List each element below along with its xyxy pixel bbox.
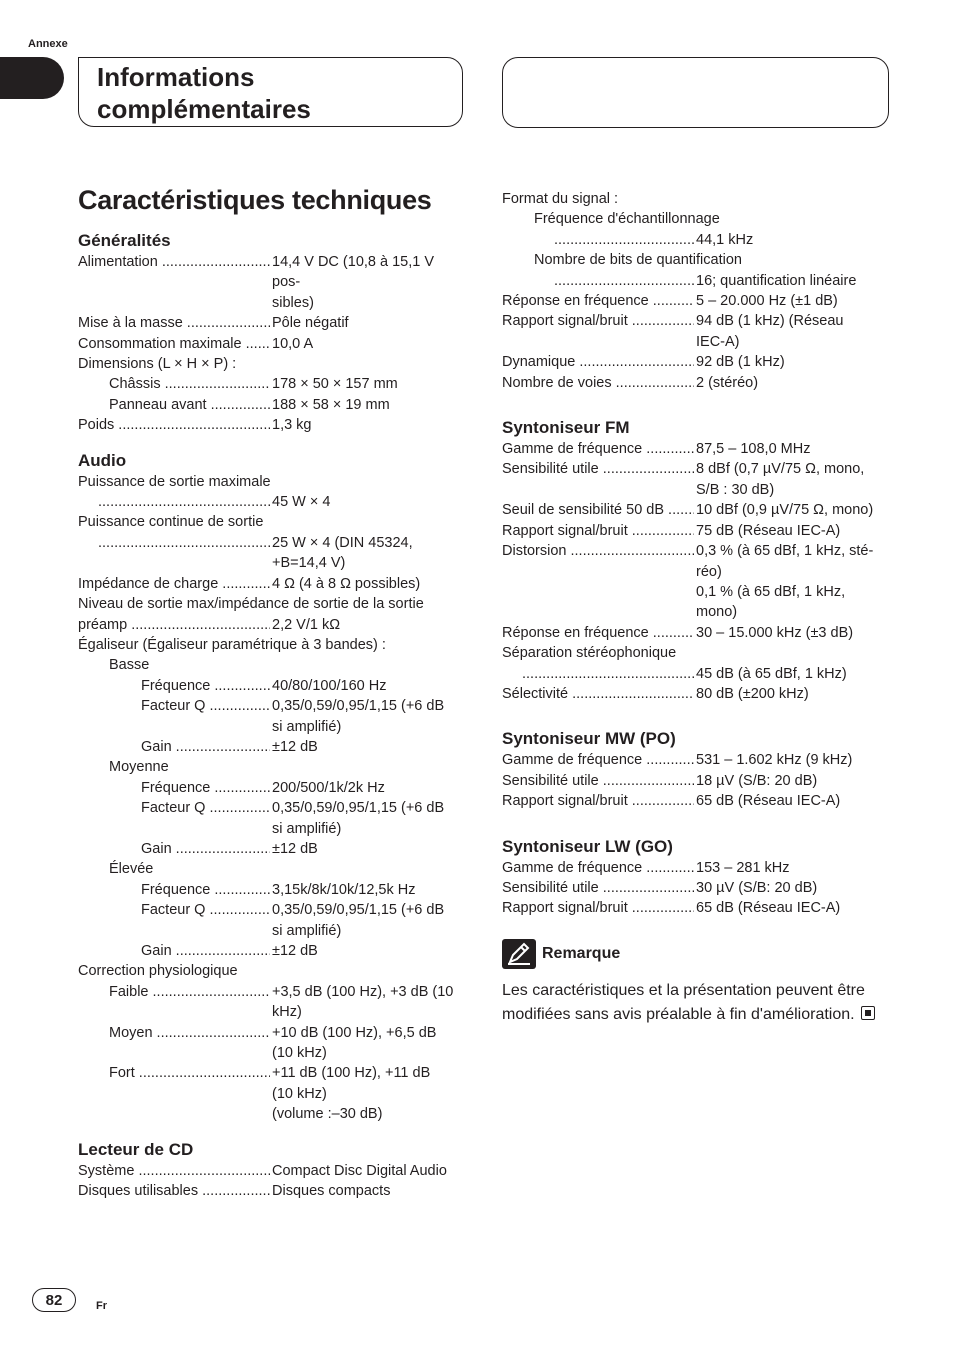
spec-row: si amplifié) — [272, 718, 342, 735]
spec-row: Consommation maximale ..... 10,0 A — [78, 334, 466, 354]
spec-row: Seuil de sensibilité 50 dB ..... 10 dBf (0,9 µV/75 Ω, mono) — [502, 500, 882, 520]
spec-line: Correction physiologique — [78, 963, 238, 980]
spec-line: Puissance de sortie maximale — [78, 473, 271, 490]
spec-line: Niveau de sortie max/impédance de sortie de la sortie — [78, 596, 424, 613]
spec-row: Sensibilité utile ..... 18 µV (S/B: 20 dB) — [502, 771, 882, 791]
spec-line: Basse — [109, 657, 150, 674]
spec-line: Format du signal : — [502, 191, 619, 207]
spec-row: Moyen ..... +10 dB (100 Hz), +6,5 dB — [78, 1023, 466, 1043]
spec-line: Moyenne — [109, 759, 169, 776]
spec-row: IEC-A) — [696, 333, 740, 350]
spec-row: Réponse en fréquence ..... 5 – 20.000 Hz (±1 dB) — [502, 291, 882, 311]
lw-heading: Syntoniseur LW (GO) — [502, 836, 673, 856]
spec-row: Gain ..... ±12 dB — [78, 839, 466, 859]
spec-row: ..... 45 W × 4 — [78, 492, 466, 512]
spec-row: Gamme de fréquence ..... 531 – 1.602 kHz (9 kHz) — [502, 750, 882, 770]
spec-row: Fréquence ..... 3,15k/8k/10k/12,5k Hz — [78, 880, 466, 900]
spec-row: si amplifié) — [272, 820, 342, 837]
spec-row: Disques utilisables ..... Disques compacts — [78, 1181, 466, 1201]
spec-row: kHz) — [272, 1004, 302, 1021]
language-code: Fr — [96, 1300, 107, 1312]
right-column — [502, 189, 882, 1027]
spec-row: Réponse en fréquence ..... 30 – 15.000 kHz (±3 dB) — [502, 623, 882, 643]
spec-row: 0,1 % (à 65 dBf, 1 kHz, — [696, 583, 846, 600]
spec-line: Dimensions (L × H × P) : — [78, 356, 237, 373]
spec-row: Rapport signal/bruit ..... 65 dB (Réseau IEC-A) — [502, 791, 882, 811]
mw-heading: Syntoniseur MW (PO) — [502, 729, 676, 749]
spec-row: Facteur Q ..... 0,35/0,59/0,95/1,15 (+6 dB — [78, 900, 466, 920]
generalites-heading: Généralités — [78, 231, 171, 250]
empty-header-box — [502, 57, 889, 128]
spec-row: ..... 44,1 kHz — [502, 230, 882, 250]
spec-row: Alimentation ..... 14,4 V DC (10,8 à 15,1 V pos- — [78, 252, 466, 293]
page-title: Caractéristiques techniques — [78, 185, 432, 215]
audio-heading: Audio — [78, 450, 127, 470]
spec-line: Fréquence d'échantillonnage — [534, 211, 720, 228]
note-text: Les caractéristiques et la présentation peuvent être modifiées sans avis préalable à fin d'amélioration. — [502, 979, 882, 1027]
spec-row: Rapport signal/bruit ..... 94 dB (1 kHz) (Réseau — [502, 311, 882, 331]
spec-row: Faible ..... +3,5 dB (100 Hz), +3 dB (10 — [78, 982, 466, 1002]
section-tab — [0, 57, 64, 99]
spec-row: Fort ..... +11 dB (100 Hz), +11 dB — [78, 1063, 466, 1083]
spec-row: Système ..... Compact Disc Digital Audio — [78, 1161, 466, 1181]
spec-line: Nombre de bits de quantification — [534, 252, 742, 269]
spec-row: Facteur Q ..... 0,35/0,59/0,95/1,15 (+6 dB — [78, 798, 466, 818]
fm-heading: Syntoniseur FM — [502, 418, 630, 438]
spec-row: Gain ..... ±12 dB — [78, 941, 466, 961]
spec-line: Séparation stéréophonique — [502, 645, 677, 662]
section-label: Annexe — [28, 38, 68, 50]
spec-row: Fréquence ..... 200/500/1k/2k Hz — [78, 778, 466, 798]
spec-line: Puissance continue de sortie — [78, 514, 264, 531]
left-column — [78, 230, 466, 1201]
spec-row: sibles) — [272, 294, 314, 311]
spec-row: ..... 16; quantification linéaire — [502, 271, 882, 291]
spec-row: Dynamique ..... 92 dB (1 kHz) — [502, 352, 882, 372]
spec-row: (10 kHz) — [272, 1085, 327, 1102]
end-mark-icon — [861, 1006, 875, 1020]
spec-row: mono) — [696, 604, 738, 621]
spec-row: Impédance de charge ..... 4 Ω (4 à 8 Ω possibles) — [78, 574, 466, 594]
spec-row: (10 kHz) — [272, 1045, 327, 1062]
note-pencil-icon — [502, 939, 536, 969]
spec-row: Sensibilité utile ..... 30 µV (S/B: 20 dB) — [502, 878, 882, 898]
spec-row: Mise à la masse ..... Pôle négatif — [78, 313, 466, 333]
spec-row: ..... 45 dB (à 65 dBf, 1 kHz) — [502, 664, 882, 684]
spec-row: Rapport signal/bruit ..... 75 dB (Réseau IEC-A) — [502, 521, 882, 541]
spec-row: Gain ..... ±12 dB — [78, 737, 466, 757]
note-header — [502, 939, 882, 969]
spec-line: Élevée — [109, 861, 154, 878]
spec-row: préamp ..... 2,2 V/1 kΩ — [78, 615, 466, 635]
spec-row: réo) — [696, 563, 722, 580]
spec-row: (volume :–30 dB) — [272, 1106, 383, 1123]
chapter-title-box — [78, 57, 463, 127]
spec-row: Panneau avant ..... 188 × 58 × 19 mm — [78, 395, 466, 415]
spec-row: Rapport signal/bruit ..... 65 dB (Réseau IEC-A) — [502, 898, 882, 918]
spec-row: Facteur Q ..... 0,35/0,59/0,95/1,15 (+6 dB — [78, 696, 466, 716]
spec-row: Poids ..... 1,3 kg — [78, 415, 466, 435]
spec-row: S/B : 30 dB) — [696, 481, 775, 498]
page-number: 82 — [32, 1288, 76, 1312]
spec-row: si amplifié) — [272, 922, 342, 939]
spec-row: Fréquence ..... 40/80/100/160 Hz — [78, 676, 466, 696]
spec-row: +B=14,4 V) — [272, 555, 346, 572]
cd-heading: Lecteur de CD — [78, 1139, 194, 1159]
spec-row: Châssis ..... 178 × 50 × 157 mm — [78, 374, 466, 394]
spec-row: Gamme de fréquence ..... 153 – 281 kHz — [502, 858, 882, 878]
spec-row: Nombre de voies ..... 2 (stéréo) — [502, 373, 882, 393]
note-title: Remarque — [542, 944, 621, 962]
chapter-title: Informations complémentaires — [97, 62, 311, 124]
spec-row: Sensibilité utile ..... 8 dBf (0,7 µV/75 Ω, mono, — [502, 459, 882, 479]
spec-row: Sélectivité ..... 80 dB (±200 kHz) — [502, 684, 882, 704]
spec-row: Distorsion ..... 0,3 % (à 65 dBf, 1 kHz, sté- — [502, 541, 882, 561]
spec-row: ..... 25 W × 4 (DIN 45324, — [78, 533, 466, 553]
spec-line: Égaliseur (Égaliseur paramétrique à 3 bandes) : — [78, 636, 386, 653]
spec-row: Gamme de fréquence ..... 87,5 – 108,0 MHz — [502, 439, 882, 459]
